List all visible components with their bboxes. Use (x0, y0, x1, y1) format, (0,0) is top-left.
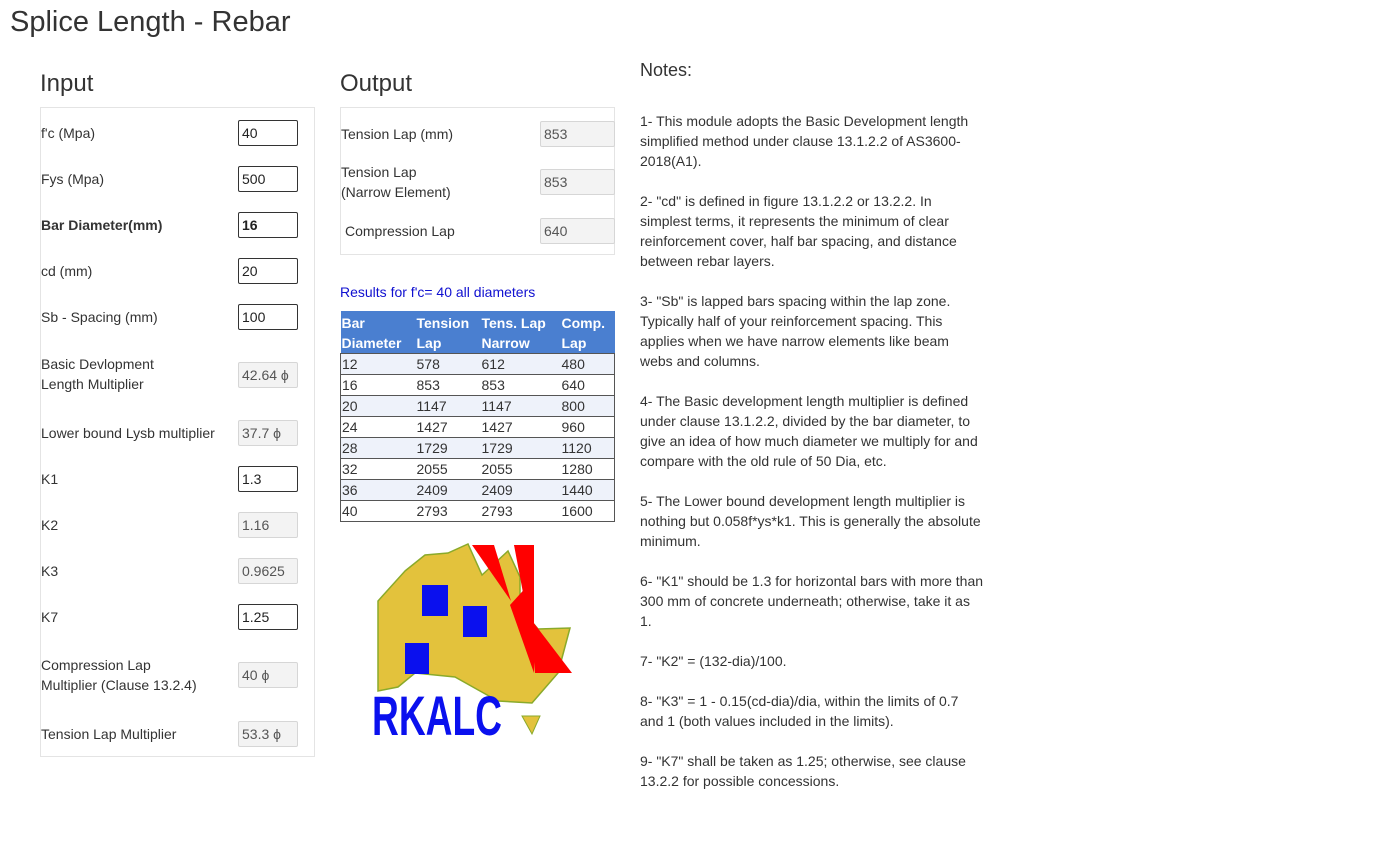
header-tension-lap-line2: Lap (416, 335, 442, 351)
tension-lap-output (540, 121, 615, 147)
compression-lap-label: Compression Lap (345, 223, 455, 239)
table-cell: 640 (561, 375, 615, 396)
table-cell: 2409 (416, 480, 481, 501)
k1-label: K1 (41, 471, 59, 487)
tension-lap-narrow-label-line2: (Narrow Element) (341, 184, 451, 200)
header-bar-diameter-line2: Diameter (341, 335, 402, 351)
table-cell: 1729 (416, 438, 481, 459)
note-item: 8- "K3" = 1 - 0.15(cd-dia)/dia, within the limits of 0.7 and 1 (both values included in the limits). (640, 693, 959, 729)
table-row (341, 375, 615, 396)
table-cell: 1147 (416, 396, 481, 417)
header-tension-lap-line1: Tension (416, 315, 470, 331)
k2-label: K2 (41, 517, 59, 533)
table-row (341, 501, 615, 522)
table-row (341, 480, 615, 501)
compression-lap-multiplier-label-line1: Compression Lap (41, 657, 151, 673)
header-tens-lap-narrow-line2: Narrow (481, 335, 530, 351)
table-cell: 2055 (416, 459, 481, 480)
table-cell: 1427 (481, 417, 561, 438)
k3-output (238, 558, 298, 584)
note-item: 1- This module adopts the Basic Development length simplified method under clause 13.1.2.2 of AS3600-2018(A1). (640, 113, 969, 169)
table-cell: 1280 (561, 459, 615, 480)
tension-lap-label: Tension Lap (mm) (341, 126, 454, 142)
sb-spacing-label: Sb - Spacing (mm) (41, 309, 158, 325)
header-tens-lap-narrow (481, 311, 561, 354)
table-cell: 12 (341, 354, 416, 375)
k2-output (238, 512, 298, 538)
fc-input[interactable] (238, 120, 298, 146)
k7-input[interactable] (238, 604, 298, 630)
note-item: 6- "K1" should be 1.3 for horizontal bars with more than 300 mm of concrete underneath; otherwise, take it as 1. (640, 573, 984, 629)
fys-label: Fys (Mpa) (41, 171, 104, 187)
note-item: 5- The Lower bound development length multiplier is nothing but 0.058f*ys*k1. This is generally the absolute minimum. (640, 493, 981, 549)
compression-lap-output (540, 218, 615, 244)
rkalc-logo (370, 543, 580, 743)
table-row (341, 354, 615, 375)
compression-lap-multiplier-label-line2: Multiplier (Clause 13.2.4) (41, 677, 197, 693)
table-cell: 612 (481, 354, 561, 375)
table-cell: 40 (341, 501, 416, 522)
logo-tasmania-shape (522, 716, 540, 734)
table-cell: 16 (341, 375, 416, 396)
results-table (340, 311, 615, 522)
bar-diameter-input[interactable] (238, 212, 298, 238)
logo-blue-square-2 (463, 606, 487, 637)
table-cell: 960 (561, 417, 615, 438)
note-item: 7- "K2" = (132-dia)/100. (640, 653, 787, 669)
compression-lap-multiplier-output (238, 662, 298, 688)
lower-bound-output (238, 420, 298, 446)
note-item: 3- "Sb" is lapped bars spacing within the lap zone. Typically half of your reinforcement spacing. This applies when we have narrow elements like beam webs and columns. (640, 293, 951, 369)
table-row (341, 459, 615, 480)
cd-input[interactable] (238, 258, 298, 284)
table-cell: 853 (481, 375, 561, 396)
tension-lap-narrow-output (540, 169, 615, 195)
fc-label: f'c (Mpa) (41, 125, 96, 141)
table-cell: 1427 (416, 417, 481, 438)
table-cell: 28 (341, 438, 416, 459)
header-comp-lap (561, 311, 615, 354)
basic-development-label-line2: Length Multiplier (41, 376, 144, 392)
output-title: Output (340, 70, 413, 97)
table-row (341, 438, 615, 459)
header-comp-lap-line2: Lap (561, 335, 587, 351)
logo-blue-square-1 (422, 585, 448, 616)
table-row (341, 396, 615, 417)
table-cell: 800 (561, 396, 615, 417)
basic-development-output (238, 362, 298, 388)
table-cell: 32 (341, 459, 416, 480)
note-item: 2- "cd" is defined in figure 13.1.2.2 or 13.2.2. In simplest terms, it represents the minimum of clear reinforcement cover, half bar spacing, and distance between rebar layers. (640, 193, 957, 269)
k3-label: K3 (41, 563, 59, 579)
k1-input[interactable] (238, 466, 298, 492)
table-cell: 20 (341, 396, 416, 417)
results-header-row (341, 311, 615, 354)
note-item: 4- The Basic development length multiplier is defined under clause 13.1.2.2, divided by the bar diameter, to give an idea of how much diameter we multiply for and compare with the old rule of 50 Dia, etc. (640, 393, 978, 469)
table-cell: 24 (341, 417, 416, 438)
tension-lap-multiplier-output (238, 721, 298, 747)
header-comp-lap-line1: Comp. (561, 315, 606, 331)
table-cell: 2793 (481, 501, 561, 522)
table-cell: 1729 (481, 438, 561, 459)
table-cell: 2409 (481, 480, 561, 501)
sb-spacing-input[interactable] (238, 304, 298, 330)
table-cell: 1120 (561, 438, 615, 459)
table-cell: 36 (341, 480, 416, 501)
tension-lap-narrow-label-line1: Tension Lap (341, 164, 417, 180)
page-title: Splice Length - Rebar (10, 6, 291, 38)
table-cell: 578 (416, 354, 481, 375)
output-panel (340, 107, 615, 255)
input-panel (40, 107, 315, 757)
header-tension-lap (416, 311, 481, 354)
table-cell: 2055 (481, 459, 561, 480)
fys-input[interactable] (238, 166, 298, 192)
basic-development-label-line1: Basic Devlopment (41, 356, 154, 372)
k7-label: K7 (41, 609, 59, 625)
table-cell: 2793 (416, 501, 481, 522)
cd-label: cd (mm) (41, 263, 93, 279)
table-cell: 1440 (561, 480, 615, 501)
table-cell: 480 (561, 354, 615, 375)
logo-text: RKALC (372, 684, 502, 743)
table-row (341, 417, 615, 438)
table-cell: 853 (416, 375, 481, 396)
notes-list (640, 111, 985, 811)
table-cell: 1600 (561, 501, 615, 522)
input-title: Input (40, 70, 94, 97)
header-bar-diameter-line1: Bar (341, 315, 365, 331)
tension-lap-multiplier-label: Tension Lap Multiplier (41, 726, 177, 742)
bar-diameter-label: Bar Diameter(mm) (41, 217, 163, 233)
logo-blue-square-3 (405, 643, 429, 674)
results-caption: Results for f'c= 40 all diameters (340, 284, 536, 300)
header-tens-lap-narrow-line1: Tens. Lap (481, 315, 546, 331)
notes-title: Notes: (640, 60, 693, 80)
lower-bound-label: Lower bound Lysb multiplier (41, 425, 215, 441)
table-cell: 1147 (481, 396, 561, 417)
note-item: 9- "K7" shall be taken as 1.25; otherwise, see clause 13.2.2 for possible concessions. (640, 753, 966, 789)
header-bar-diameter (341, 311, 416, 354)
